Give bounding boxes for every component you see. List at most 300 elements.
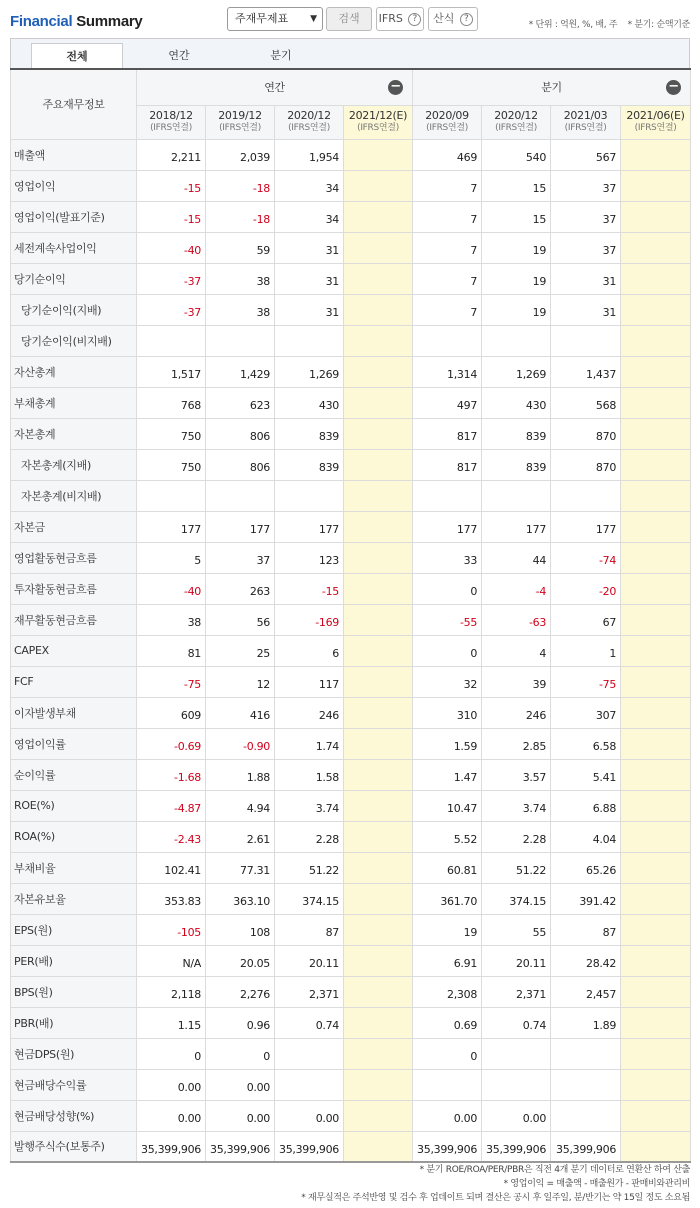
group-annual-label: 연간 [264,81,285,95]
row-label: EPS(원) [11,914,137,945]
table-cell: 1.89 [551,1007,621,1038]
table-cell [413,1069,482,1100]
table-cell: 2,457 [551,976,621,1007]
table-cell [482,1038,551,1069]
table-cell: 20.05 [206,945,275,976]
table-cell: 1.74 [275,728,344,759]
table-cell [621,263,691,294]
table-cell [482,1069,551,1100]
table-cell [551,1069,621,1100]
table-cell: 177 [551,511,621,542]
table-cell: 77.31 [206,852,275,883]
table-cell: 15 [482,201,551,232]
table-cell: -2.43 [137,821,206,852]
table-cell: 2.28 [275,821,344,852]
table-cell [551,1100,621,1131]
table-cell [275,1038,344,1069]
table-cell [621,635,691,666]
table-cell: 5.41 [551,759,621,790]
table-cell: 0.00 [206,1069,275,1100]
table-cell: 497 [413,387,482,418]
table-cell: 4 [482,635,551,666]
table-cell: 2,371 [482,976,551,1007]
table-row [11,201,691,232]
table-cell [344,1100,413,1131]
table-cell [621,542,691,573]
table-cell [344,325,413,356]
period-header [621,105,691,139]
table-cell: 3.74 [482,790,551,821]
footnotes [301,1163,690,1205]
group-quarter-label: 분기 [541,81,562,95]
table-cell: 870 [551,449,621,480]
table-cell: 0.69 [413,1007,482,1038]
statement-type-select[interactable] [227,7,323,31]
table-cell [621,852,691,883]
table-cell [344,573,413,604]
table-cell: 416 [206,697,275,728]
table-cell: 0.74 [275,1007,344,1038]
table-cell: 37 [551,201,621,232]
table-cell: -15 [275,573,344,604]
table-cell [344,449,413,480]
table-row [11,635,691,666]
row-label: BPS(원) [11,976,137,1007]
row-label: 자본총계(비지배) [11,480,137,511]
table-cell [621,387,691,418]
table-cell: -15 [137,170,206,201]
table-cell: -4.87 [137,790,206,821]
table-cell: 391.42 [551,883,621,914]
period-header [206,105,275,139]
table-cell: 1,269 [482,356,551,387]
table-cell: 750 [137,449,206,480]
ifrs-label: IFRS [378,12,403,25]
period-label: 2019/12 [218,109,262,122]
table-cell [344,1007,413,1038]
table-cell [482,480,551,511]
table-cell: 568 [551,387,621,418]
table-cell: 817 [413,449,482,480]
table-cell: 0 [137,1038,206,1069]
period-tabs [10,38,690,68]
table-cell: -75 [551,666,621,697]
table-cell: 4.94 [206,790,275,821]
table-cell: 2,308 [413,976,482,1007]
period-label: 2021/12(E) [348,109,408,122]
period-basis: (IFRS연결) [357,123,399,133]
table-cell: -18 [206,201,275,232]
formula-help-button[interactable] [428,7,478,31]
table-cell [621,325,691,356]
table-cell [275,325,344,356]
table-cell: 2,118 [137,976,206,1007]
table-cell: 839 [482,418,551,449]
table-cell: 374.15 [482,883,551,914]
table-cell: 0.96 [206,1007,275,1038]
table-cell: 7 [413,232,482,263]
row-label: FCF [11,666,137,697]
table-cell: 35,399,906 [413,1131,482,1162]
table-cell: 5.52 [413,821,482,852]
table-cell: 540 [482,139,551,170]
table-cell: 35,399,906 [137,1131,206,1162]
table-cell: 19 [482,263,551,294]
top-bar [0,0,700,38]
table-cell [551,325,621,356]
table-row [11,418,691,449]
search-button[interactable]: 검색 [326,7,372,31]
table-row [11,1007,691,1038]
tab-all[interactable]: 전체 [31,43,123,69]
table-cell: 750 [137,418,206,449]
table-row [11,666,691,697]
table-cell: -20 [551,573,621,604]
table-cell: 6 [275,635,344,666]
table-cell [344,511,413,542]
row-label: 영업이익률 [11,728,137,759]
table-cell: 37 [551,232,621,263]
table-cell [621,1007,691,1038]
table-cell: 246 [275,697,344,728]
table-cell: 4.04 [551,821,621,852]
period-label: 2020/12 [287,109,331,122]
unit-notes [529,17,690,30]
table-cell [621,604,691,635]
table-cell: 87 [551,914,621,945]
row-label: 투자활동현금흐름 [11,573,137,604]
table-cell: 363.10 [206,883,275,914]
table-cell: -75 [137,666,206,697]
period-header [413,105,482,139]
table-cell [621,759,691,790]
table-cell [621,1131,691,1162]
table-body [11,139,691,1162]
table-row [11,1069,691,1100]
table-cell: 177 [206,511,275,542]
table-cell: 117 [275,666,344,697]
row-label: 영업이익(발표기준) [11,201,137,232]
table-cell [621,728,691,759]
table-cell: 1.59 [413,728,482,759]
table-cell: 81 [137,635,206,666]
table-cell: 0 [206,1038,275,1069]
row-label: 부채비율 [11,852,137,883]
table-cell: 246 [482,697,551,728]
period-basis: (IFRS연결) [288,123,330,133]
table-cell [621,976,691,1007]
table-row [11,387,691,418]
table-cell: 25 [206,635,275,666]
table-cell: 3.74 [275,790,344,821]
table-cell: 35,399,906 [482,1131,551,1162]
table-cell [621,573,691,604]
table-row [11,449,691,480]
table-row [11,759,691,790]
table-cell [344,821,413,852]
table-cell: 0 [413,1038,482,1069]
table-row [11,139,691,170]
quarter-note: * 분기: 순액기준 [627,20,690,30]
table-cell [344,201,413,232]
table-cell [413,480,482,511]
table-cell: 32 [413,666,482,697]
table-cell [621,139,691,170]
table-cell [621,480,691,511]
table-cell: 1,517 [137,356,206,387]
table-cell: 2.61 [206,821,275,852]
table-cell [621,201,691,232]
table-row [11,294,691,325]
table-cell: 0 [413,573,482,604]
table-row [11,790,691,821]
row-label: PER(배) [11,945,137,976]
table-cell: 1,437 [551,356,621,387]
table-cell: 2,276 [206,976,275,1007]
ifrs-help-button[interactable] [376,7,424,31]
table-cell: 60.81 [413,852,482,883]
row-label: 당기순이익 [11,263,137,294]
table-cell [344,170,413,201]
table-cell: 65.26 [551,852,621,883]
period-label: 2020/12 [494,109,538,122]
table-cell: 12 [206,666,275,697]
table-cell: 0.00 [482,1100,551,1131]
row-header-title: 주요재무정보 [11,69,137,139]
period-basis: (IFRS연결) [150,123,192,133]
table-cell: 10.47 [413,790,482,821]
table-cell [275,1069,344,1100]
table-row [11,945,691,976]
row-label: 자본금 [11,511,137,542]
table-cell [621,1100,691,1131]
table-cell [344,914,413,945]
table-cell [621,666,691,697]
select-value: 주재무제표 [235,12,289,25]
table-cell [344,666,413,697]
table-row [11,511,691,542]
table-cell [344,635,413,666]
row-label: 부채총계 [11,387,137,418]
table-cell: 768 [137,387,206,418]
table-cell [621,1038,691,1069]
table-cell [344,356,413,387]
table-row [11,1038,691,1069]
row-label: 당기순이익(지배) [11,294,137,325]
period-label: 2021/03 [563,109,608,122]
row-label: ROE(%) [11,790,137,821]
table-cell [621,356,691,387]
table-cell [344,263,413,294]
table-cell: -1.68 [137,759,206,790]
table-row [11,914,691,945]
table-cell [621,418,691,449]
table-cell: 51.22 [482,852,551,883]
row-label: 현금DPS(원) [11,1038,137,1069]
row-label: 세전계속사업이익 [11,232,137,263]
table-cell: 19 [482,232,551,263]
tab-annual[interactable]: 연간 [168,49,190,62]
row-label: 이자발생부채 [11,697,137,728]
table-cell [621,511,691,542]
table-cell: 7 [413,201,482,232]
table-cell [275,480,344,511]
table-cell: 609 [137,697,206,728]
period-basis: (IFRS연결) [426,123,468,133]
period-label: 2021/06(E) [626,109,685,122]
table-cell [344,852,413,883]
table-cell: 1,954 [275,139,344,170]
collapse-quarter-icon[interactable]: − [666,80,681,95]
table-cell: -4 [482,573,551,604]
table-cell: 430 [482,387,551,418]
table-cell: 31 [551,294,621,325]
table-cell: 102.41 [137,852,206,883]
table-cell: 2.85 [482,728,551,759]
row-label: 자본총계 [11,418,137,449]
table-cell: 67 [551,604,621,635]
table-cell: -40 [137,232,206,263]
table-cell: 35,399,906 [206,1131,275,1162]
table-cell: 1.15 [137,1007,206,1038]
table-cell: 5 [137,542,206,573]
period-basis: (IFRS연결) [634,123,677,133]
table-cell: 1,269 [275,356,344,387]
table-cell: 0.00 [206,1100,275,1131]
table-cell: 1.47 [413,759,482,790]
table-cell: 7 [413,294,482,325]
period-header [344,105,413,139]
table-cell [344,976,413,1007]
table-cell: 6.91 [413,945,482,976]
table-row [11,883,691,914]
table-cell [344,139,413,170]
table-cell [621,1069,691,1100]
table-cell: 15 [482,170,551,201]
table-cell [137,325,206,356]
table-cell: 353.83 [137,883,206,914]
period-basis: (IFRS연결) [564,123,607,133]
table-cell [344,697,413,728]
table-cell: 34 [275,170,344,201]
table-cell: 7 [413,170,482,201]
row-label: 자산총계 [11,356,137,387]
group-quarter-header [413,69,691,105]
table-row [11,1131,691,1162]
table-cell [344,1069,413,1100]
table-row [11,263,691,294]
table-cell: 839 [275,418,344,449]
table-cell [621,883,691,914]
table-cell: 56 [206,604,275,635]
table-cell: 1.88 [206,759,275,790]
table-cell: 38 [206,263,275,294]
table-cell: -15 [137,201,206,232]
table-cell: N/A [137,945,206,976]
table-cell: -37 [137,263,206,294]
table-cell: 20.11 [482,945,551,976]
table-cell [344,418,413,449]
table-cell: 177 [275,511,344,542]
table-cell [621,790,691,821]
period-header [137,105,206,139]
financial-summary-table [10,68,691,1163]
table-cell: -169 [275,604,344,635]
row-label: 현금배당성향(%) [11,1100,137,1131]
table-cell: 2.28 [482,821,551,852]
table-cell: 177 [482,511,551,542]
period-header [551,105,621,139]
table-cell: 34 [275,201,344,232]
table-cell: 44 [482,542,551,573]
table-cell: 37 [551,170,621,201]
table-cell: 839 [275,449,344,480]
table-cell: 2,211 [137,139,206,170]
table-cell: 361.70 [413,883,482,914]
tab-quarter[interactable]: 분기 [270,49,292,62]
table-cell [621,449,691,480]
row-label: 영업이익 [11,170,137,201]
table-cell: 20.11 [275,945,344,976]
collapse-annual-icon[interactable]: − [388,80,403,95]
table-cell: 2,371 [275,976,344,1007]
table-cell [413,325,482,356]
table-row [11,356,691,387]
table-cell [621,697,691,728]
table-cell: -74 [551,542,621,573]
table-cell: 0.00 [413,1100,482,1131]
table-cell [344,883,413,914]
row-label: ROA(%) [11,821,137,852]
table-cell: 59 [206,232,275,263]
table-row [11,604,691,635]
table-cell [344,1131,413,1162]
table-cell: 806 [206,449,275,480]
table-cell: 6.88 [551,790,621,821]
table-row [11,821,691,852]
title-part1: Financial [10,13,73,30]
table-cell: 31 [275,232,344,263]
table-cell: -0.90 [206,728,275,759]
table-cell: 7 [413,263,482,294]
table-cell: 806 [206,418,275,449]
table-cell: -0.69 [137,728,206,759]
row-label: 자본유보율 [11,883,137,914]
table-row [11,170,691,201]
table-cell: 1 [551,635,621,666]
unit-note: * 단위 : 억원, %, 배, 주 [528,20,618,30]
help-icon: ? [408,13,421,26]
table-cell: -63 [482,604,551,635]
row-label: 당기순이익(비지배) [11,325,137,356]
table-cell: -105 [137,914,206,945]
table-cell: 35,399,906 [551,1131,621,1162]
table-cell [344,232,413,263]
table-cell [344,1038,413,1069]
chevron-down-icon: ▼ [310,14,317,24]
table-row [11,1100,691,1131]
table-cell [621,294,691,325]
table-cell: 2,039 [206,139,275,170]
row-label: 매출액 [11,139,137,170]
table-cell [482,325,551,356]
table-cell: 3.57 [482,759,551,790]
table-row [11,697,691,728]
table-cell: 19 [413,914,482,945]
row-label: 발행주식수(보통주) [11,1131,137,1162]
table-cell: 177 [413,511,482,542]
table-row [11,852,691,883]
